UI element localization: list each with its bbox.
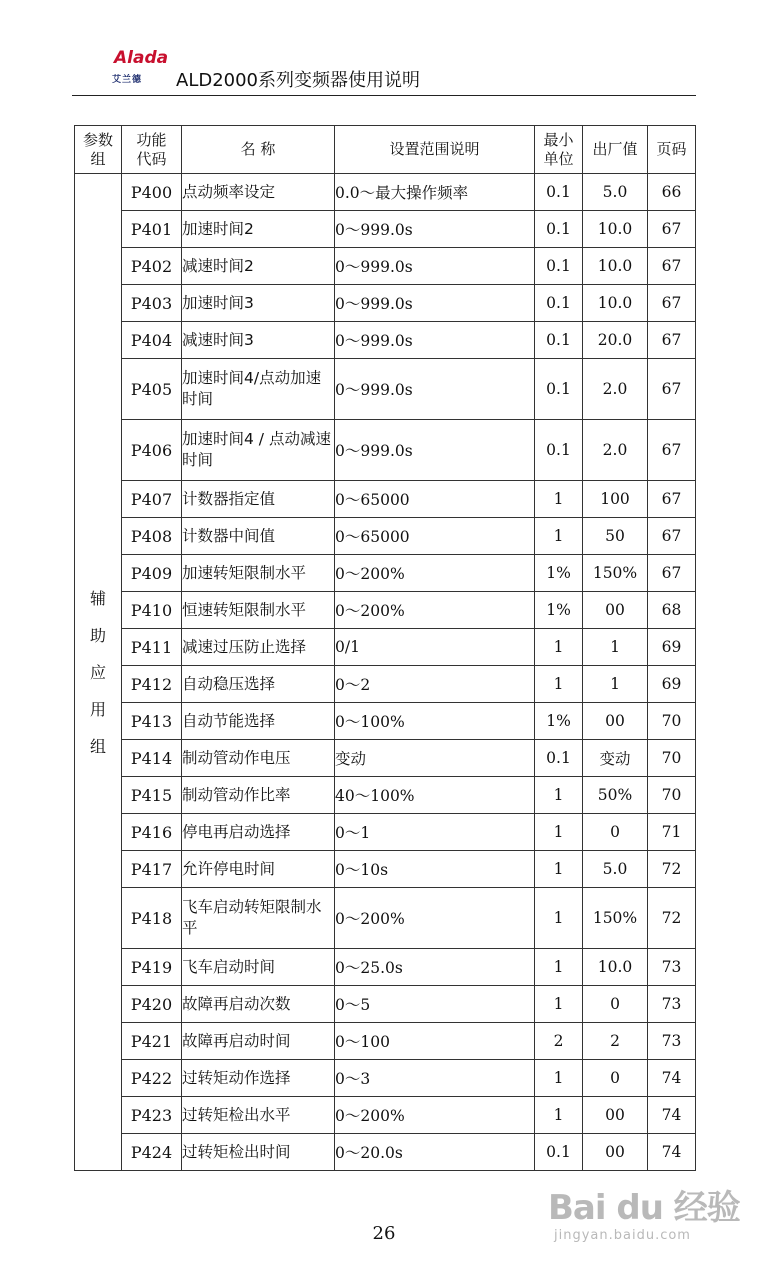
cell-name: 故障再启动次数	[182, 986, 335, 1023]
page-header	[0, 0, 768, 100]
cell-name: 制动管动作电压	[182, 740, 335, 777]
cell-name: 飞车启动转矩限制水平	[182, 888, 335, 949]
cell-code: P410	[122, 592, 182, 629]
table-row	[75, 174, 696, 211]
cell-unit: 2	[535, 1023, 583, 1060]
cell-code: P419	[122, 949, 182, 986]
header-page: 页码	[648, 126, 696, 174]
cell-default: 100	[583, 481, 648, 518]
cell-unit: 0.1	[535, 248, 583, 285]
table-row	[75, 359, 696, 420]
cell-page: 70	[648, 777, 696, 814]
cell-range: 0～999.0s	[335, 248, 535, 285]
table-row	[75, 986, 696, 1023]
parameter-table	[74, 125, 696, 1171]
header-divider	[72, 95, 696, 96]
cell-code: P411	[122, 629, 182, 666]
cell-page: 68	[648, 592, 696, 629]
cell-default: 2.0	[583, 359, 648, 420]
cell-default: 1	[583, 666, 648, 703]
cell-page: 69	[648, 666, 696, 703]
cell-range: 0～100	[335, 1023, 535, 1060]
logo-wordmark: Alada	[114, 48, 169, 68]
cell-default: 10.0	[583, 949, 648, 986]
cell-unit: 1	[535, 1097, 583, 1134]
cell-unit: 1	[535, 814, 583, 851]
table-row	[75, 949, 696, 986]
table-body	[75, 174, 696, 1171]
table-row	[75, 322, 696, 359]
cell-page: 67	[648, 248, 696, 285]
cell-default: 00	[583, 592, 648, 629]
table-row	[75, 1097, 696, 1134]
cell-name: 计数器指定值	[182, 481, 335, 518]
cell-code: P405	[122, 359, 182, 420]
table-row	[75, 814, 696, 851]
table-row	[75, 248, 696, 285]
table-row	[75, 555, 696, 592]
header-name: 名 称	[182, 126, 335, 174]
header-unit: 最小 单位	[535, 126, 583, 174]
cell-default: 0	[583, 1060, 648, 1097]
cell-name: 允许停电时间	[182, 851, 335, 888]
cell-name: 计数器中间值	[182, 518, 335, 555]
cell-code: P400	[122, 174, 182, 211]
logo-chinese-name: 艾兰德	[112, 75, 143, 85]
cell-unit: 0.1	[535, 285, 583, 322]
header-code: 功能 代码	[122, 126, 182, 174]
cell-page: 67	[648, 211, 696, 248]
group-label-char: 用	[89, 699, 106, 719]
table-row	[75, 481, 696, 518]
cell-code: P403	[122, 285, 182, 322]
table-row	[75, 592, 696, 629]
cell-unit: 1	[535, 986, 583, 1023]
cell-name: 飞车启动时间	[182, 949, 335, 986]
header-default: 出厂值	[583, 126, 648, 174]
cell-range: 0/1	[335, 629, 535, 666]
cell-code: P423	[122, 1097, 182, 1134]
cell-unit: 1	[535, 888, 583, 949]
table-row	[75, 1134, 696, 1171]
table-row	[75, 888, 696, 949]
group-label-char: 组	[89, 736, 106, 756]
cell-range: 0～100%	[335, 703, 535, 740]
cell-code: P404	[122, 322, 182, 359]
cell-page: 69	[648, 629, 696, 666]
table-row	[75, 703, 696, 740]
cell-code: P417	[122, 851, 182, 888]
cell-page: 67	[648, 359, 696, 420]
cell-default: 00	[583, 703, 648, 740]
table-row	[75, 777, 696, 814]
cell-name: 加速转矩限制水平	[182, 555, 335, 592]
cell-page: 73	[648, 1023, 696, 1060]
group-label-char: 应	[89, 662, 106, 682]
cell-default: 5.0	[583, 851, 648, 888]
cell-default: 20.0	[583, 322, 648, 359]
cell-page: 72	[648, 851, 696, 888]
cell-name: 减速过压防止选择	[182, 629, 335, 666]
cell-range: 0～999.0s	[335, 285, 535, 322]
cell-default: 50	[583, 518, 648, 555]
cell-name: 加速时间3	[182, 285, 335, 322]
cell-range: 0～200%	[335, 888, 535, 949]
cell-name: 过转矩检出水平	[182, 1097, 335, 1134]
cell-code: P406	[122, 420, 182, 481]
cell-code: P421	[122, 1023, 182, 1060]
cell-name: 减速时间2	[182, 248, 335, 285]
cell-code: P408	[122, 518, 182, 555]
cell-page: 66	[648, 174, 696, 211]
cell-range: 0～20.0s	[335, 1134, 535, 1171]
cell-unit: 0.1	[535, 1134, 583, 1171]
table-row	[75, 851, 696, 888]
cell-page: 67	[648, 322, 696, 359]
cell-code: P420	[122, 986, 182, 1023]
cell-unit: 1	[535, 851, 583, 888]
cell-name: 点动频率设定	[182, 174, 335, 211]
cell-range: 0～3	[335, 1060, 535, 1097]
table-row	[75, 285, 696, 322]
baidu-watermark	[548, 1180, 758, 1260]
cell-page: 74	[648, 1097, 696, 1134]
cell-default: 1	[583, 629, 648, 666]
cell-unit: 0.1	[535, 740, 583, 777]
cell-code: P407	[122, 481, 182, 518]
cell-range: 0～999.0s	[335, 420, 535, 481]
cell-code: P409	[122, 555, 182, 592]
cell-range: 0.0～最大操作频率	[335, 174, 535, 211]
cell-page: 73	[648, 949, 696, 986]
cell-default: 00	[583, 1134, 648, 1171]
group-label-char: 辅	[89, 588, 106, 608]
table-header-row	[75, 126, 696, 174]
cell-default: 0	[583, 986, 648, 1023]
header-group: 参数 组	[75, 126, 122, 174]
cell-default: 50%	[583, 777, 648, 814]
cell-page: 73	[648, 986, 696, 1023]
table-row	[75, 1023, 696, 1060]
table-row	[75, 629, 696, 666]
cell-range: 0～65000	[335, 481, 535, 518]
cell-page: 67	[648, 285, 696, 322]
table-row	[75, 666, 696, 703]
table-row	[75, 211, 696, 248]
cell-name: 自动节能选择	[182, 703, 335, 740]
cell-page: 67	[648, 518, 696, 555]
cell-default: 2	[583, 1023, 648, 1060]
cell-unit: 0.1	[535, 211, 583, 248]
cell-name: 自动稳压选择	[182, 666, 335, 703]
cell-range: 0～65000	[335, 518, 535, 555]
table-row	[75, 1060, 696, 1097]
cell-code: P415	[122, 777, 182, 814]
cell-default: 变动	[583, 740, 648, 777]
cell-unit: 1	[535, 518, 583, 555]
cell-default: 150%	[583, 888, 648, 949]
table-row	[75, 518, 696, 555]
document-title: ALD2000系列变频器使用说明	[176, 70, 421, 91]
cell-default: 5.0	[583, 174, 648, 211]
cell-unit: 0.1	[535, 174, 583, 211]
cell-unit: 1%	[535, 703, 583, 740]
cell-name: 停电再启动选择	[182, 814, 335, 851]
cell-page: 74	[648, 1060, 696, 1097]
cell-unit: 1%	[535, 555, 583, 592]
cell-default: 150%	[583, 555, 648, 592]
cell-default: 2.0	[583, 420, 648, 481]
cell-code: P418	[122, 888, 182, 949]
cell-range: 0～999.0s	[335, 322, 535, 359]
cell-range: 0～2	[335, 666, 535, 703]
group-cell	[75, 174, 122, 1171]
cell-name: 故障再启动时间	[182, 1023, 335, 1060]
cell-default: 10.0	[583, 285, 648, 322]
cell-unit: 1	[535, 629, 583, 666]
cell-page: 71	[648, 814, 696, 851]
cell-unit: 1	[535, 481, 583, 518]
cell-page: 70	[648, 740, 696, 777]
table-row	[75, 740, 696, 777]
cell-unit: 0.1	[535, 322, 583, 359]
cell-name: 加速时间2	[182, 211, 335, 248]
table-row	[75, 420, 696, 481]
cell-name: 减速时间3	[182, 322, 335, 359]
cell-page: 67	[648, 555, 696, 592]
cell-unit: 1%	[535, 592, 583, 629]
cell-range: 0～200%	[335, 592, 535, 629]
cell-unit: 0.1	[535, 420, 583, 481]
cell-range: 0～10s	[335, 851, 535, 888]
cell-range: 0～1	[335, 814, 535, 851]
header-range: 设置范围说明	[335, 126, 535, 174]
cell-code: P416	[122, 814, 182, 851]
cell-name: 过转矩动作选择	[182, 1060, 335, 1097]
cell-default: 10.0	[583, 248, 648, 285]
cell-name: 制动管动作比率	[182, 777, 335, 814]
cell-range: 0～999.0s	[335, 359, 535, 420]
cell-code: P422	[122, 1060, 182, 1097]
cell-page: 70	[648, 703, 696, 740]
cell-page: 67	[648, 481, 696, 518]
cell-default: 0	[583, 814, 648, 851]
cell-unit: 0.1	[535, 359, 583, 420]
alada-logo	[92, 42, 169, 88]
cell-name: 加速时间4 / 点动减速时间	[182, 420, 335, 481]
cell-unit: 1	[535, 666, 583, 703]
cell-unit: 1	[535, 1060, 583, 1097]
cell-unit: 1	[535, 777, 583, 814]
cell-unit: 1	[535, 949, 583, 986]
cell-code: P424	[122, 1134, 182, 1171]
cell-range: 40～100%	[335, 777, 535, 814]
cell-code: P414	[122, 740, 182, 777]
cell-code: P413	[122, 703, 182, 740]
cell-range: 0～200%	[335, 555, 535, 592]
cell-code: P412	[122, 666, 182, 703]
cell-default: 00	[583, 1097, 648, 1134]
cell-range: 0～200%	[335, 1097, 535, 1134]
cell-range: 0～999.0s	[335, 211, 535, 248]
cell-range: 变动	[335, 740, 535, 777]
cell-page: 74	[648, 1134, 696, 1171]
watermark-url: jingyan.baidu.com	[554, 1228, 691, 1243]
cell-range: 0～5	[335, 986, 535, 1023]
cell-name: 加速时间4/点动加速时间	[182, 359, 335, 420]
page-number: 26	[372, 1223, 396, 1244]
cell-page: 72	[648, 888, 696, 949]
cell-default: 10.0	[583, 211, 648, 248]
cell-code: P401	[122, 211, 182, 248]
cell-page: 67	[648, 420, 696, 481]
cell-range: 0～25.0s	[335, 949, 535, 986]
cell-code: P402	[122, 248, 182, 285]
cell-name: 恒速转矩限制水平	[182, 592, 335, 629]
cell-name: 过转矩检出时间	[182, 1134, 335, 1171]
group-label-char: 助	[89, 625, 106, 645]
watermark-main-text: Bai du 经验	[548, 1188, 740, 1228]
